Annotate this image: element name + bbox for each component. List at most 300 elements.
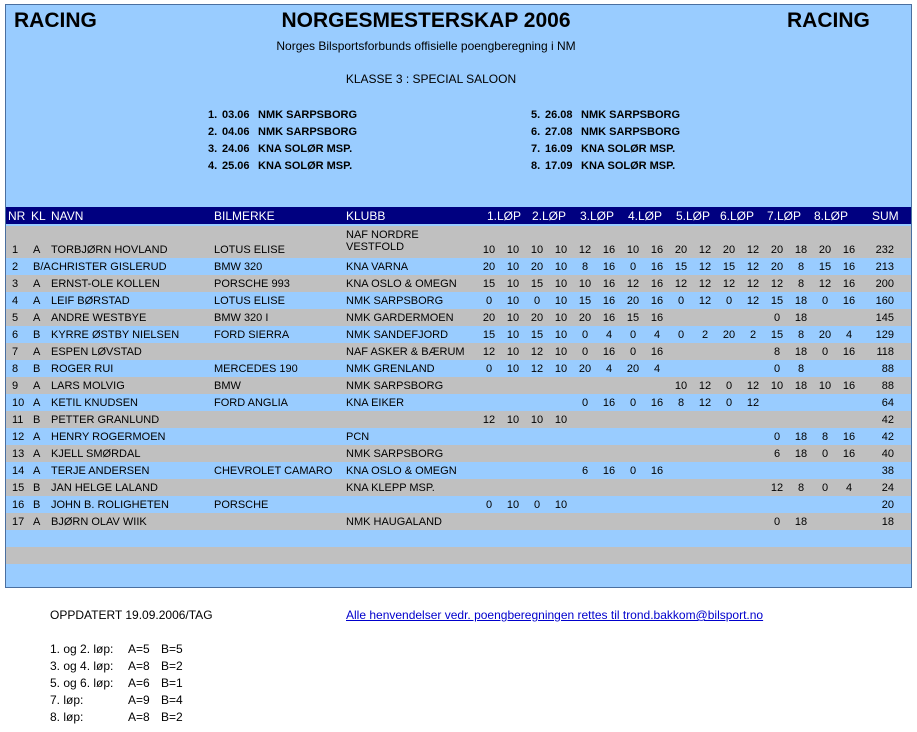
cell-navn: ANDRE WESTBYE <box>51 312 147 324</box>
cell-kl: B <box>33 482 41 494</box>
cell-points: 0 <box>821 295 829 307</box>
rule-a-points: A=9 <box>128 693 150 707</box>
cell-points: 18 <box>794 346 808 358</box>
cell-nr: 4 <box>12 295 19 307</box>
cell-points: 10 <box>818 380 832 392</box>
cell-points: 10 <box>554 346 568 358</box>
cell-nr: 7 <box>12 346 19 358</box>
cell-kl: B <box>33 329 41 341</box>
race-number: 8. <box>531 160 541 172</box>
col-lop-8: 8.LØP <box>814 209 849 223</box>
cell-kl: B <box>33 499 41 511</box>
cell-navn: ESPEN LØVSTAD <box>51 346 142 358</box>
table-row <box>6 428 911 445</box>
cell-points: 20 <box>530 312 544 324</box>
race-date: 24.06 <box>222 143 250 155</box>
cell-points: 16 <box>842 244 856 256</box>
cell-bilmerke: PORSCHE <box>214 499 269 511</box>
cell-nr: 6 <box>12 329 19 341</box>
cell-points: 15 <box>674 261 688 273</box>
cell-points: 12 <box>746 397 760 409</box>
table-row <box>6 229 911 258</box>
cell-points: 20 <box>770 261 784 273</box>
cell-points: 4 <box>653 329 661 341</box>
cell-points: 10 <box>554 312 568 324</box>
cell-points: 10 <box>506 499 520 511</box>
cell-points: 10 <box>554 414 568 426</box>
cell-points: 16 <box>602 346 616 358</box>
cell-points: 15 <box>818 261 832 273</box>
col-lop-1: 1.LØP <box>487 209 522 223</box>
cell-points: 2 <box>701 329 709 341</box>
race-entry <box>531 126 680 138</box>
cell-points: 16 <box>842 278 856 290</box>
cell-points: 12 <box>530 346 544 358</box>
cell-points: 16 <box>650 346 664 358</box>
col-lop-2: 2.LØP <box>532 209 567 223</box>
cell-points: 0 <box>629 329 637 341</box>
cell-points: 15 <box>770 295 784 307</box>
cell-points: 8 <box>797 261 805 273</box>
cell-klubb: NMK HAUGALAND <box>346 516 442 528</box>
table-row <box>6 343 911 360</box>
race-date: 16.09 <box>545 143 573 155</box>
cell-sum: 38 <box>881 465 894 477</box>
cell-points: 10 <box>554 244 568 256</box>
cell-bilmerke: CHEVROLET CAMARO <box>214 465 333 477</box>
rule-b-points: B=4 <box>161 693 183 707</box>
race-date: 17.09 <box>545 160 573 172</box>
cell-navn: TORBJØRN HOVLAND <box>51 244 168 256</box>
cell-points: 0 <box>533 295 541 307</box>
col-lop-6: 6.LØP <box>720 209 755 223</box>
cell-points: 16 <box>602 261 616 273</box>
cell-navn: ERNST-OLE KOLLEN <box>51 278 160 290</box>
cell-nr: 13 <box>12 448 25 460</box>
cell-points: 20 <box>482 312 496 324</box>
col-bilmerke: BILMERKE <box>214 209 275 223</box>
cell-bilmerke: PORSCHE 993 <box>214 278 290 290</box>
rule-a-points: A=5 <box>128 642 150 656</box>
cell-points: 12 <box>698 278 712 290</box>
cell-points: 20 <box>674 244 688 256</box>
cell-points: 12 <box>722 278 736 290</box>
cell-points: 16 <box>842 431 856 443</box>
cell-points: 16 <box>602 295 616 307</box>
cell-points: 16 <box>650 295 664 307</box>
race-number: 3. <box>208 143 218 155</box>
col-klubb: KLUBB <box>346 209 386 223</box>
cell-points: 10 <box>554 278 568 290</box>
cell-points: 2 <box>749 329 757 341</box>
cell-kl: A <box>33 312 41 324</box>
rule-a-points: A=8 <box>128 659 150 673</box>
cell-points: 16 <box>650 312 664 324</box>
cell-points: 12 <box>746 261 760 273</box>
cell-points: 16 <box>842 346 856 358</box>
cell-points: 15 <box>482 329 496 341</box>
table-row <box>6 462 911 479</box>
cell-points: 0 <box>773 312 781 324</box>
cell-klubb: KNA EIKER <box>346 397 405 409</box>
cell-points: 10 <box>554 329 568 341</box>
cell-points: 8 <box>581 261 589 273</box>
cell-points: 10 <box>578 278 592 290</box>
cell-points: 18 <box>794 312 808 324</box>
cell-sum: 20 <box>881 499 894 511</box>
rule-b-points: B=1 <box>161 676 183 690</box>
cell-sum: 42 <box>881 414 894 426</box>
cell-points: 12 <box>626 278 640 290</box>
table-row <box>6 292 911 309</box>
col-navn: NAVN <box>51 209 84 223</box>
cell-klubb: NMK GARDERMOEN <box>346 312 454 324</box>
race-entry <box>208 143 352 155</box>
cell-navn: BJØRN OLAV WIIK <box>51 516 147 528</box>
race-entry <box>531 160 675 172</box>
rule-b-points: B=2 <box>161 710 183 724</box>
cell-points: 0 <box>581 346 589 358</box>
cell-bilmerke: LOTUS ELISE <box>214 244 285 256</box>
cell-points: 12 <box>578 244 592 256</box>
cell-klubb: NMK SARPSBORG <box>346 448 444 460</box>
racing-label-right: RACING <box>787 9 870 32</box>
cell-nr: 1 <box>12 244 19 256</box>
table-row <box>6 479 911 496</box>
cell-kl: B/A <box>33 261 51 273</box>
race-venue: NMK SARPSBORG <box>258 126 358 138</box>
rule-a-points: A=6 <box>128 676 150 690</box>
cell-bilmerke: FORD SIERRA <box>214 329 290 341</box>
race-venue: KNA SOLØR MSP. <box>581 160 676 172</box>
race-date: 25.06 <box>222 160 250 172</box>
cell-navn: LEIF BØRSTAD <box>51 295 130 307</box>
cell-nr: 3 <box>12 278 19 290</box>
cell-points: 4 <box>845 329 853 341</box>
cell-points: 15 <box>626 312 640 324</box>
cell-points: 12 <box>530 363 544 375</box>
cell-points: 0 <box>677 329 685 341</box>
cell-points: 10 <box>506 278 520 290</box>
cell-points: 10 <box>506 295 520 307</box>
cell-points: 16 <box>842 295 856 307</box>
table-header <box>6 207 911 224</box>
contact-email-link[interactable]: Alle henvendelser vedr. poengberegningen rettes til trond.bakkom@bilsport.no <box>346 608 764 622</box>
race-date: 27.08 <box>545 126 573 138</box>
cell-bilmerke: BMW <box>214 380 241 392</box>
cell-sum: 42 <box>881 431 894 443</box>
cell-bilmerke: FORD ANGLIA <box>214 397 288 409</box>
cell-kl: A <box>33 346 41 358</box>
race-venue: KNA SOLØR MSP. <box>258 160 353 172</box>
cell-navn: KJELL SMØRDAL <box>51 448 141 460</box>
updated-label: OPPDATERT 19.09.2006/TAG <box>50 608 213 622</box>
col-nr: NR <box>8 209 26 223</box>
cell-kl: A <box>33 397 41 409</box>
cell-klubb: NMK SARPSBORG <box>346 380 444 392</box>
cell-points: 10 <box>506 261 520 273</box>
cell-kl: B <box>33 414 41 426</box>
cell-points: 0 <box>533 499 541 511</box>
cell-klubb: NMK GRENLAND <box>346 363 435 375</box>
cell-kl: A <box>33 465 41 477</box>
cell-nr: 16 <box>12 499 25 511</box>
cell-klubb: NAF ASKER & BÆRUM <box>346 346 465 358</box>
cell-nr: 15 <box>12 482 25 494</box>
cell-points: 0 <box>485 295 493 307</box>
cell-points: 16 <box>602 278 616 290</box>
col-lop-3: 3.LØP <box>580 209 615 223</box>
cell-navn: ROGER RUI <box>51 363 114 375</box>
cell-sum: 24 <box>881 482 894 494</box>
cell-klubb: NMK SARPSBORG <box>346 295 444 307</box>
cell-klubb: KNA OSLO & OMEGN <box>346 465 457 477</box>
cell-kl: A <box>33 431 41 443</box>
cell-points: 10 <box>506 346 520 358</box>
rule-b-points: B=2 <box>161 659 183 673</box>
col-lop-7: 7.LØP <box>767 209 802 223</box>
cell-navn: KYRRE ØSTBY NIELSEN <box>51 329 180 341</box>
cell-points: 12 <box>698 244 712 256</box>
table-filler-row <box>6 564 911 579</box>
cell-points: 6 <box>581 465 589 477</box>
cell-sum: 18 <box>881 516 894 528</box>
cell-points: 0 <box>725 380 733 392</box>
cell-nr: 10 <box>12 397 25 409</box>
cell-points: 8 <box>821 431 829 443</box>
cell-points: 8 <box>797 363 805 375</box>
cell-points: 0 <box>581 329 589 341</box>
cell-points: 0 <box>629 261 637 273</box>
cell-navn: LARS MOLVIG <box>51 380 125 392</box>
race-date: 26.08 <box>545 109 573 121</box>
cell-points: 16 <box>602 244 616 256</box>
race-venue: NMK SARPSBORG <box>258 109 358 121</box>
cell-kl: A <box>33 295 41 307</box>
cell-points: 0 <box>629 346 637 358</box>
race-entry <box>208 160 352 172</box>
col-lop-5: 5.LØP <box>676 209 711 223</box>
class-label: KLASSE 3 : SPECIAL SALOON <box>345 72 517 86</box>
race-entry <box>208 126 357 138</box>
cell-points: 10 <box>506 329 520 341</box>
cell-points: 16 <box>650 261 664 273</box>
cell-points: 16 <box>842 261 856 273</box>
cell-points: 20 <box>626 363 640 375</box>
cell-nr: 12 <box>12 431 25 443</box>
cell-nr: 14 <box>12 465 25 477</box>
cell-points: 20 <box>578 312 592 324</box>
cell-points: 0 <box>725 295 733 307</box>
cell-kl: A <box>33 278 41 290</box>
cell-klubb: KNA OSLO & OMEGN <box>346 278 457 290</box>
cell-points: 4 <box>605 329 613 341</box>
race-number: 2. <box>208 126 218 138</box>
cell-sum: 232 <box>875 244 894 256</box>
cell-points: 10 <box>554 295 568 307</box>
table-row <box>6 445 911 462</box>
page-title: NORGESMESTERSKAP 2006 <box>281 9 571 32</box>
cell-sum: 88 <box>881 380 894 392</box>
cell-points: 10 <box>674 380 688 392</box>
cell-points: 12 <box>746 295 760 307</box>
race-number: 6. <box>531 126 541 138</box>
cell-points: 20 <box>530 261 544 273</box>
cell-points: 0 <box>773 363 781 375</box>
cell-nr: 2 <box>12 261 19 273</box>
cell-points: 10 <box>506 414 520 426</box>
cell-points: 0 <box>677 295 685 307</box>
col-lop-4: 4.LØP <box>628 209 663 223</box>
cell-navn: JOHN B. ROLIGHETEN <box>51 499 169 511</box>
cell-sum: 213 <box>875 261 894 273</box>
cell-points: 8 <box>797 329 805 341</box>
table-row <box>6 411 911 428</box>
cell-points: 15 <box>530 329 544 341</box>
cell-points: 12 <box>698 261 712 273</box>
race-entry <box>531 143 675 155</box>
cell-points: 20 <box>482 261 496 273</box>
cell-points: 16 <box>602 397 616 409</box>
cell-nr: 5 <box>12 312 19 324</box>
cell-navn: KETIL KNUDSEN <box>51 397 139 409</box>
rule-label: 8. løp: <box>50 710 84 724</box>
cell-klubb: KNA KLEPP MSP. <box>346 482 435 494</box>
cell-points: 16 <box>842 380 856 392</box>
cell-bilmerke: LOTUS ELISE <box>214 295 285 307</box>
rule-label: 7. løp: <box>50 693 84 707</box>
cell-points: 15 <box>530 278 544 290</box>
rule-label: 3. og 4. løp: <box>50 659 114 673</box>
cell-points: 20 <box>818 244 832 256</box>
cell-points: 15 <box>482 278 496 290</box>
cell-points: 18 <box>794 380 808 392</box>
cell-kl: A <box>33 244 41 256</box>
cell-points: 10 <box>554 499 568 511</box>
cell-points: 12 <box>746 380 760 392</box>
cell-points: 18 <box>794 244 808 256</box>
race-date: 03.06 <box>222 109 250 121</box>
cell-points: 20 <box>722 329 736 341</box>
rule-a-points: A=8 <box>128 710 150 724</box>
cell-points: 12 <box>698 295 712 307</box>
cell-points: 0 <box>821 448 829 460</box>
rule-label: 5. og 6. løp: <box>50 676 114 690</box>
cell-points: 16 <box>602 465 616 477</box>
table-row <box>6 513 911 530</box>
cell-points: 16 <box>602 312 616 324</box>
cell-points: 12 <box>698 397 712 409</box>
cell-sum: 145 <box>875 312 894 324</box>
cell-points: 16 <box>842 448 856 460</box>
cell-points: 0 <box>725 397 733 409</box>
cell-sum: 40 <box>881 448 894 460</box>
cell-sum: 88 <box>881 363 894 375</box>
cell-points: 8 <box>797 278 805 290</box>
cell-points: 10 <box>530 244 544 256</box>
cell-points: 12 <box>674 278 688 290</box>
cell-points: 18 <box>794 448 808 460</box>
cell-points: 4 <box>845 482 853 494</box>
race-venue: NMK SARPSBORG <box>581 126 681 138</box>
cell-sum: 129 <box>875 329 894 341</box>
table-filler-row <box>6 530 911 547</box>
cell-points: 10 <box>626 244 640 256</box>
table-row <box>6 496 911 513</box>
cell-points: 12 <box>482 414 496 426</box>
cell-kl: A <box>33 516 41 528</box>
cell-points: 0 <box>773 431 781 443</box>
table-row <box>6 326 911 343</box>
cell-klubb: KNA VARNA <box>346 261 409 273</box>
cell-points: 12 <box>770 278 784 290</box>
table-row <box>6 377 911 394</box>
cell-points: 16 <box>650 465 664 477</box>
cell-points: 0 <box>821 482 829 494</box>
cell-bilmerke: BMW 320 <box>214 261 263 273</box>
page-subtitle: Norges Bilsportsforbunds offisielle poengberegning i NM <box>276 39 576 53</box>
cell-points: 8 <box>773 346 781 358</box>
cell-points: 0 <box>485 499 493 511</box>
cell-navn: TERJE ANDERSEN <box>51 465 150 477</box>
rule-label: 1. og 2. løp: <box>50 642 114 656</box>
table-filler-row <box>6 547 911 564</box>
table-row <box>6 394 911 411</box>
cell-points: 12 <box>746 278 760 290</box>
cell-points: 12 <box>818 278 832 290</box>
cell-points: 20 <box>818 329 832 341</box>
cell-points: 10 <box>770 380 784 392</box>
cell-bilmerke: MERCEDES 190 <box>214 363 298 375</box>
cell-nr: 11 <box>12 414 24 426</box>
cell-klubb: PCN <box>346 431 370 443</box>
cell-points: 12 <box>482 346 496 358</box>
cell-points: 15 <box>770 329 784 341</box>
race-venue: KNA SOLØR MSP. <box>581 143 676 155</box>
cell-points: 0 <box>485 363 493 375</box>
cell-navn: PETTER GRANLUND <box>51 414 160 426</box>
cell-klubb: NAF NORDRE VESTFOLD <box>346 229 419 253</box>
cell-sum: 200 <box>875 278 894 290</box>
cell-points: 0 <box>821 346 829 358</box>
cell-sum: 118 <box>876 346 894 358</box>
cell-points: 0 <box>773 516 781 528</box>
cell-sum: 160 <box>875 295 894 307</box>
cell-klubb: NMK SANDEFJORD <box>346 329 449 341</box>
cell-points: 15 <box>578 295 592 307</box>
cell-points: 12 <box>770 482 784 494</box>
cell-points: 0 <box>629 397 637 409</box>
cell-points: 20 <box>578 363 592 375</box>
cell-points: 8 <box>797 482 805 494</box>
cell-bilmerke: BMW 320 I <box>214 312 269 324</box>
cell-nr: 17 <box>12 516 25 528</box>
race-entry <box>208 109 357 121</box>
race-venue: KNA SOLØR MSP. <box>258 143 353 155</box>
table-row <box>6 309 911 326</box>
race-date: 04.06 <box>222 126 250 138</box>
cell-points: 15 <box>722 261 736 273</box>
col-kl: KL <box>31 209 46 223</box>
cell-points: 10 <box>506 312 520 324</box>
table-row <box>6 275 911 292</box>
cell-nr: 8 <box>12 363 19 375</box>
cell-points: 18 <box>794 295 808 307</box>
cell-points: 10 <box>482 244 496 256</box>
rule-b-points: B=5 <box>161 642 183 656</box>
cell-sum: 64 <box>881 397 894 409</box>
cell-points: 12 <box>746 244 760 256</box>
